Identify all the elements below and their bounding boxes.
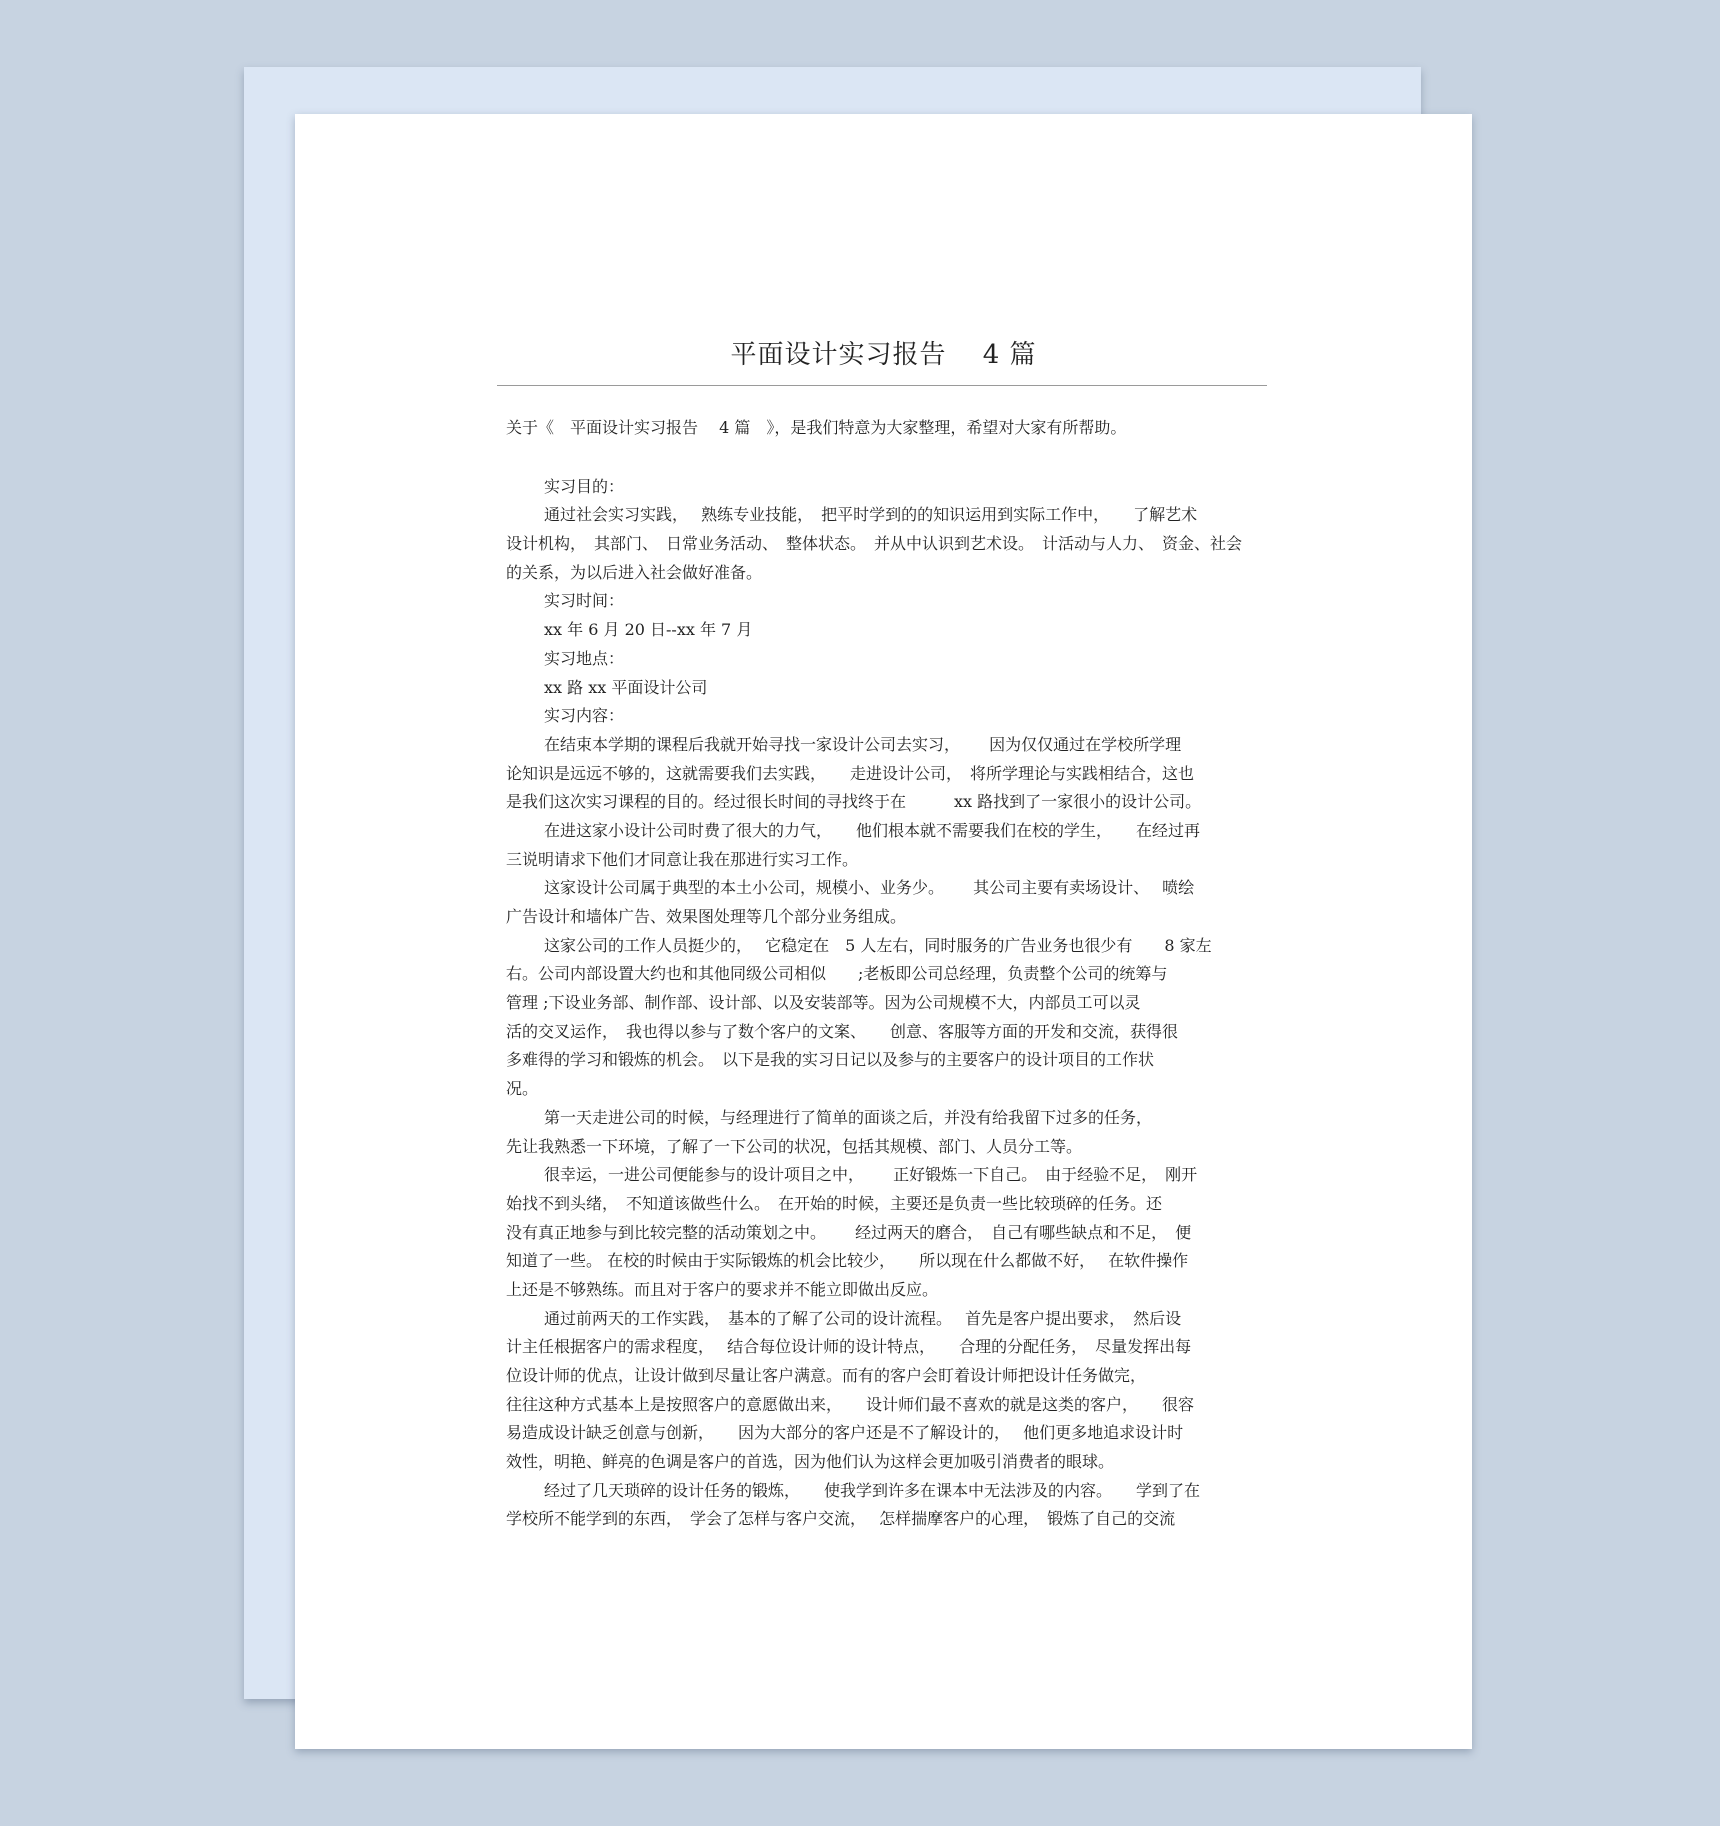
body-text-line: xx 年 6 月 20 日--xx 年 7 月 xyxy=(544,620,753,640)
body-text-line: 设计机构， 其部门、 日常业务活动、 整体状态。 并从中认识到艺术设。 计活动与人力、 资金、社会 xyxy=(506,534,1243,554)
body-text-line: 学校所不能学到的东西， 学会了怎样与客户交流， 怎样揣摩客户的心理， 锻炼了自己的交流 xyxy=(506,1509,1176,1529)
intro-line: 关于《 平面设计实习报告 4 篇 》，是我们特意为大家整理，希望对大家有所帮助。 xyxy=(506,418,1127,437)
body-text-line: 况。 xyxy=(506,1079,539,1099)
body-text-line: 三说明请求下他们才同意让我在那进行实习工作。 xyxy=(506,849,859,869)
body-text-line: 通过社会实习实践， 熟练专业技能， 把平时学到的的知识运用到实际工作中， 了解艺术 xyxy=(544,505,1198,525)
body-text-line: 的关系，为以后进入社会做好准备。 xyxy=(506,562,763,582)
body-text-line: xx 路 xx 平面设计公司 xyxy=(544,677,708,697)
body-text-line: 第一天走进公司的时候，与经理进行了简单的面谈之后，并没有给我留下过多的任务， xyxy=(544,1107,1153,1127)
document-title: 平面设计实习报告 4 篇 xyxy=(730,340,1037,370)
body-text-line: 在进这家小设计公司时费了很大的力气， 他们根本就不需要我们在校的学生， 在经过再 xyxy=(544,820,1201,840)
body-text-line: 活的交叉运作， 我也得以参与了数个客户的文案、 创意、客服等方面的开发和交流，获得很 xyxy=(506,1021,1179,1041)
body-text-line: 效性，明艳、鲜亮的色调是客户的首选，因为他们认为这样会更加吸引消费者的眼球。 xyxy=(506,1452,1115,1472)
document-page xyxy=(295,114,1472,1749)
body-text-line: 这家设计公司属于典型的本土小公司，规模小、业务少。 其公司主要有卖场设计、 喷绘 xyxy=(544,878,1195,898)
body-text-line: 没有真正地参与到比较完整的活动策划之中。 经过两天的磨合， 自己有哪些缺点和不足， 便 xyxy=(506,1222,1192,1242)
body-text-line: 先让我熟悉一下环境，了解了一下公司的状况，包括其规模、部门、人员分工等。 xyxy=(506,1136,1083,1156)
body-text-line: 实习时间： xyxy=(544,591,625,611)
body-text-line: 位设计师的优点，让设计做到尽量让客户满意。而有的客户会盯着设计师把设计任务做完， xyxy=(506,1366,1147,1385)
body-text-line: 往往这种方式基本上是按照客户的意愿做出来， 设计师们最不喜欢的就是这类的客户， 很容 xyxy=(506,1394,1195,1414)
paragraph-gap xyxy=(506,443,1261,473)
body-text-line: 右。公司内部设置大约也和其他同级公司相似 ;老板即公司总经理，负责整个公司的统筹与 xyxy=(506,964,1168,984)
body-text-line: 易造成设计缺乏创意与创新， 因为大部分的客户还是不了解设计的， 他们更多地追求设计时 xyxy=(506,1423,1184,1443)
body-text-line: 始找不到头绪， 不知道该做些什么。 在开始的时候，主要还是负责一些比较琐碎的任务。还 xyxy=(506,1193,1163,1213)
body-text-line: 实习内容： xyxy=(544,706,625,726)
body-text-line: 计主任根据客户的需求程度， 结合每位设计师的设计特点， 合理的分配任务， 尽量发挥出每 xyxy=(506,1337,1192,1357)
body-text-line: 这家公司的工作人员挺少的， 它稳定在 5 人左右，同时服务的广告业务也很少有 8 家左 xyxy=(544,935,1212,955)
body-text-line: 管理 ;下设业务部、制作部、设计部、以及安装部等。因为公司规模不大，内部员工可以灵 xyxy=(506,993,1141,1013)
body-text-line: 广告设计和墙体广告、效果图处理等几个部分业务组成。 xyxy=(506,907,907,926)
body-text-line: 知道了一些。 在校的时候由于实际锻炼的机会比较少， 所以现在什么都做不好， 在软件操作 xyxy=(506,1251,1189,1271)
body-text-line: 上还是不够熟练。而且对于客户的要求并不能立即做出反应。 xyxy=(506,1279,939,1299)
document-body xyxy=(506,414,1261,1534)
body-text-line: 多难得的学习和锻炼的机会。 以下是我的实习日记以及参与的主要客户的设计项目的工作状 xyxy=(506,1050,1155,1070)
body-text-line: 实习地点： xyxy=(544,648,625,668)
body-text-line: 论知识是远远不够的，这就需要我们去实践， 走进设计公司， 将所学理论与实践相结合，这也 xyxy=(506,763,1195,783)
body-lines xyxy=(506,473,1261,1534)
body-text-line: 很幸运，一进公司便能参与的设计项目之中， 正好锻炼一下自己。 由于经验不足， 刚开 xyxy=(544,1165,1198,1185)
body-text-line: 经过了几天琐碎的设计任务的锻炼， 使我学到许多在课本中无法涉及的内容。 学到了在 xyxy=(544,1480,1201,1500)
body-text-line: 是我们这次实习课程的目的。经过很长时间的寻找终于在 xx 路找到了一家很小的设计公司。 xyxy=(506,792,1202,812)
body-text-line: 实习目的： xyxy=(544,476,625,496)
body-text-line: 在结束本学期的课程后我就开始寻找一家设计公司去实习， 因为仅仅通过在学校所学理 xyxy=(544,734,1182,754)
title-divider xyxy=(497,385,1267,386)
body-text-line: 通过前两天的工作实践， 基本的了解了公司的设计流程。 首先是客户提出要求， 然后设 xyxy=(544,1308,1182,1328)
